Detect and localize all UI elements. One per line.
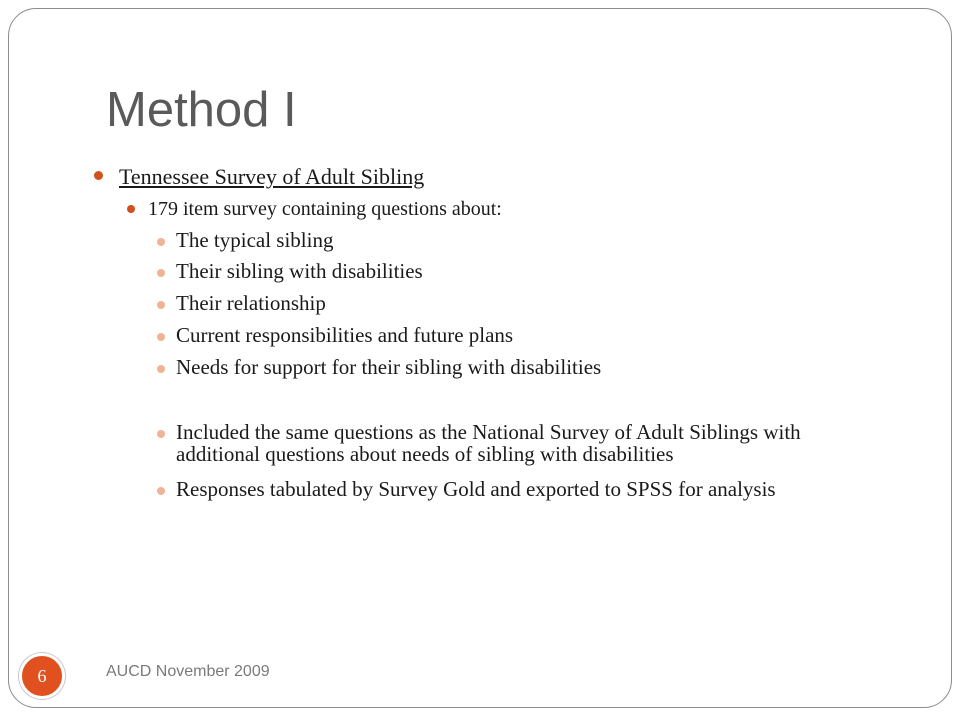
bullet-dot xyxy=(157,301,165,309)
bullet-item: Responses tabulated by Survey Gold and exported to SPSS for analysis xyxy=(176,477,776,501)
bullet-level1: Tennessee Survey of Adult Sibling xyxy=(119,164,425,189)
bullet-item: Needs for support for their sibling with disabilities xyxy=(176,355,602,379)
bullet-dot xyxy=(157,333,165,341)
bullet-dot xyxy=(157,487,165,495)
bullet-level2: 179 item survey containing questions about: xyxy=(148,198,502,220)
bullet-item: Their sibling with disabilities xyxy=(176,259,423,283)
bullet-dot xyxy=(94,171,103,180)
bullet-item: The typical sibling xyxy=(176,228,334,252)
bullet-item: Their relationship xyxy=(176,291,326,315)
bullet-item: Current responsibilities and future plans xyxy=(176,323,514,347)
page-number: 6 xyxy=(37,665,47,686)
page-number-badge xyxy=(19,653,65,699)
bullet-dot xyxy=(157,269,165,277)
bullet-item: Included the same questions as the National Survey of Adult Siblings with additional questions about needs of sibling with disabilities xyxy=(176,420,801,466)
bullet-dot xyxy=(157,430,165,438)
bullet-dot xyxy=(127,205,135,213)
slide-title: Method I xyxy=(106,83,297,137)
footer-text: AUCD November 2009 xyxy=(106,663,270,680)
bullet-dot xyxy=(157,238,165,246)
bullet-dot xyxy=(157,365,165,373)
